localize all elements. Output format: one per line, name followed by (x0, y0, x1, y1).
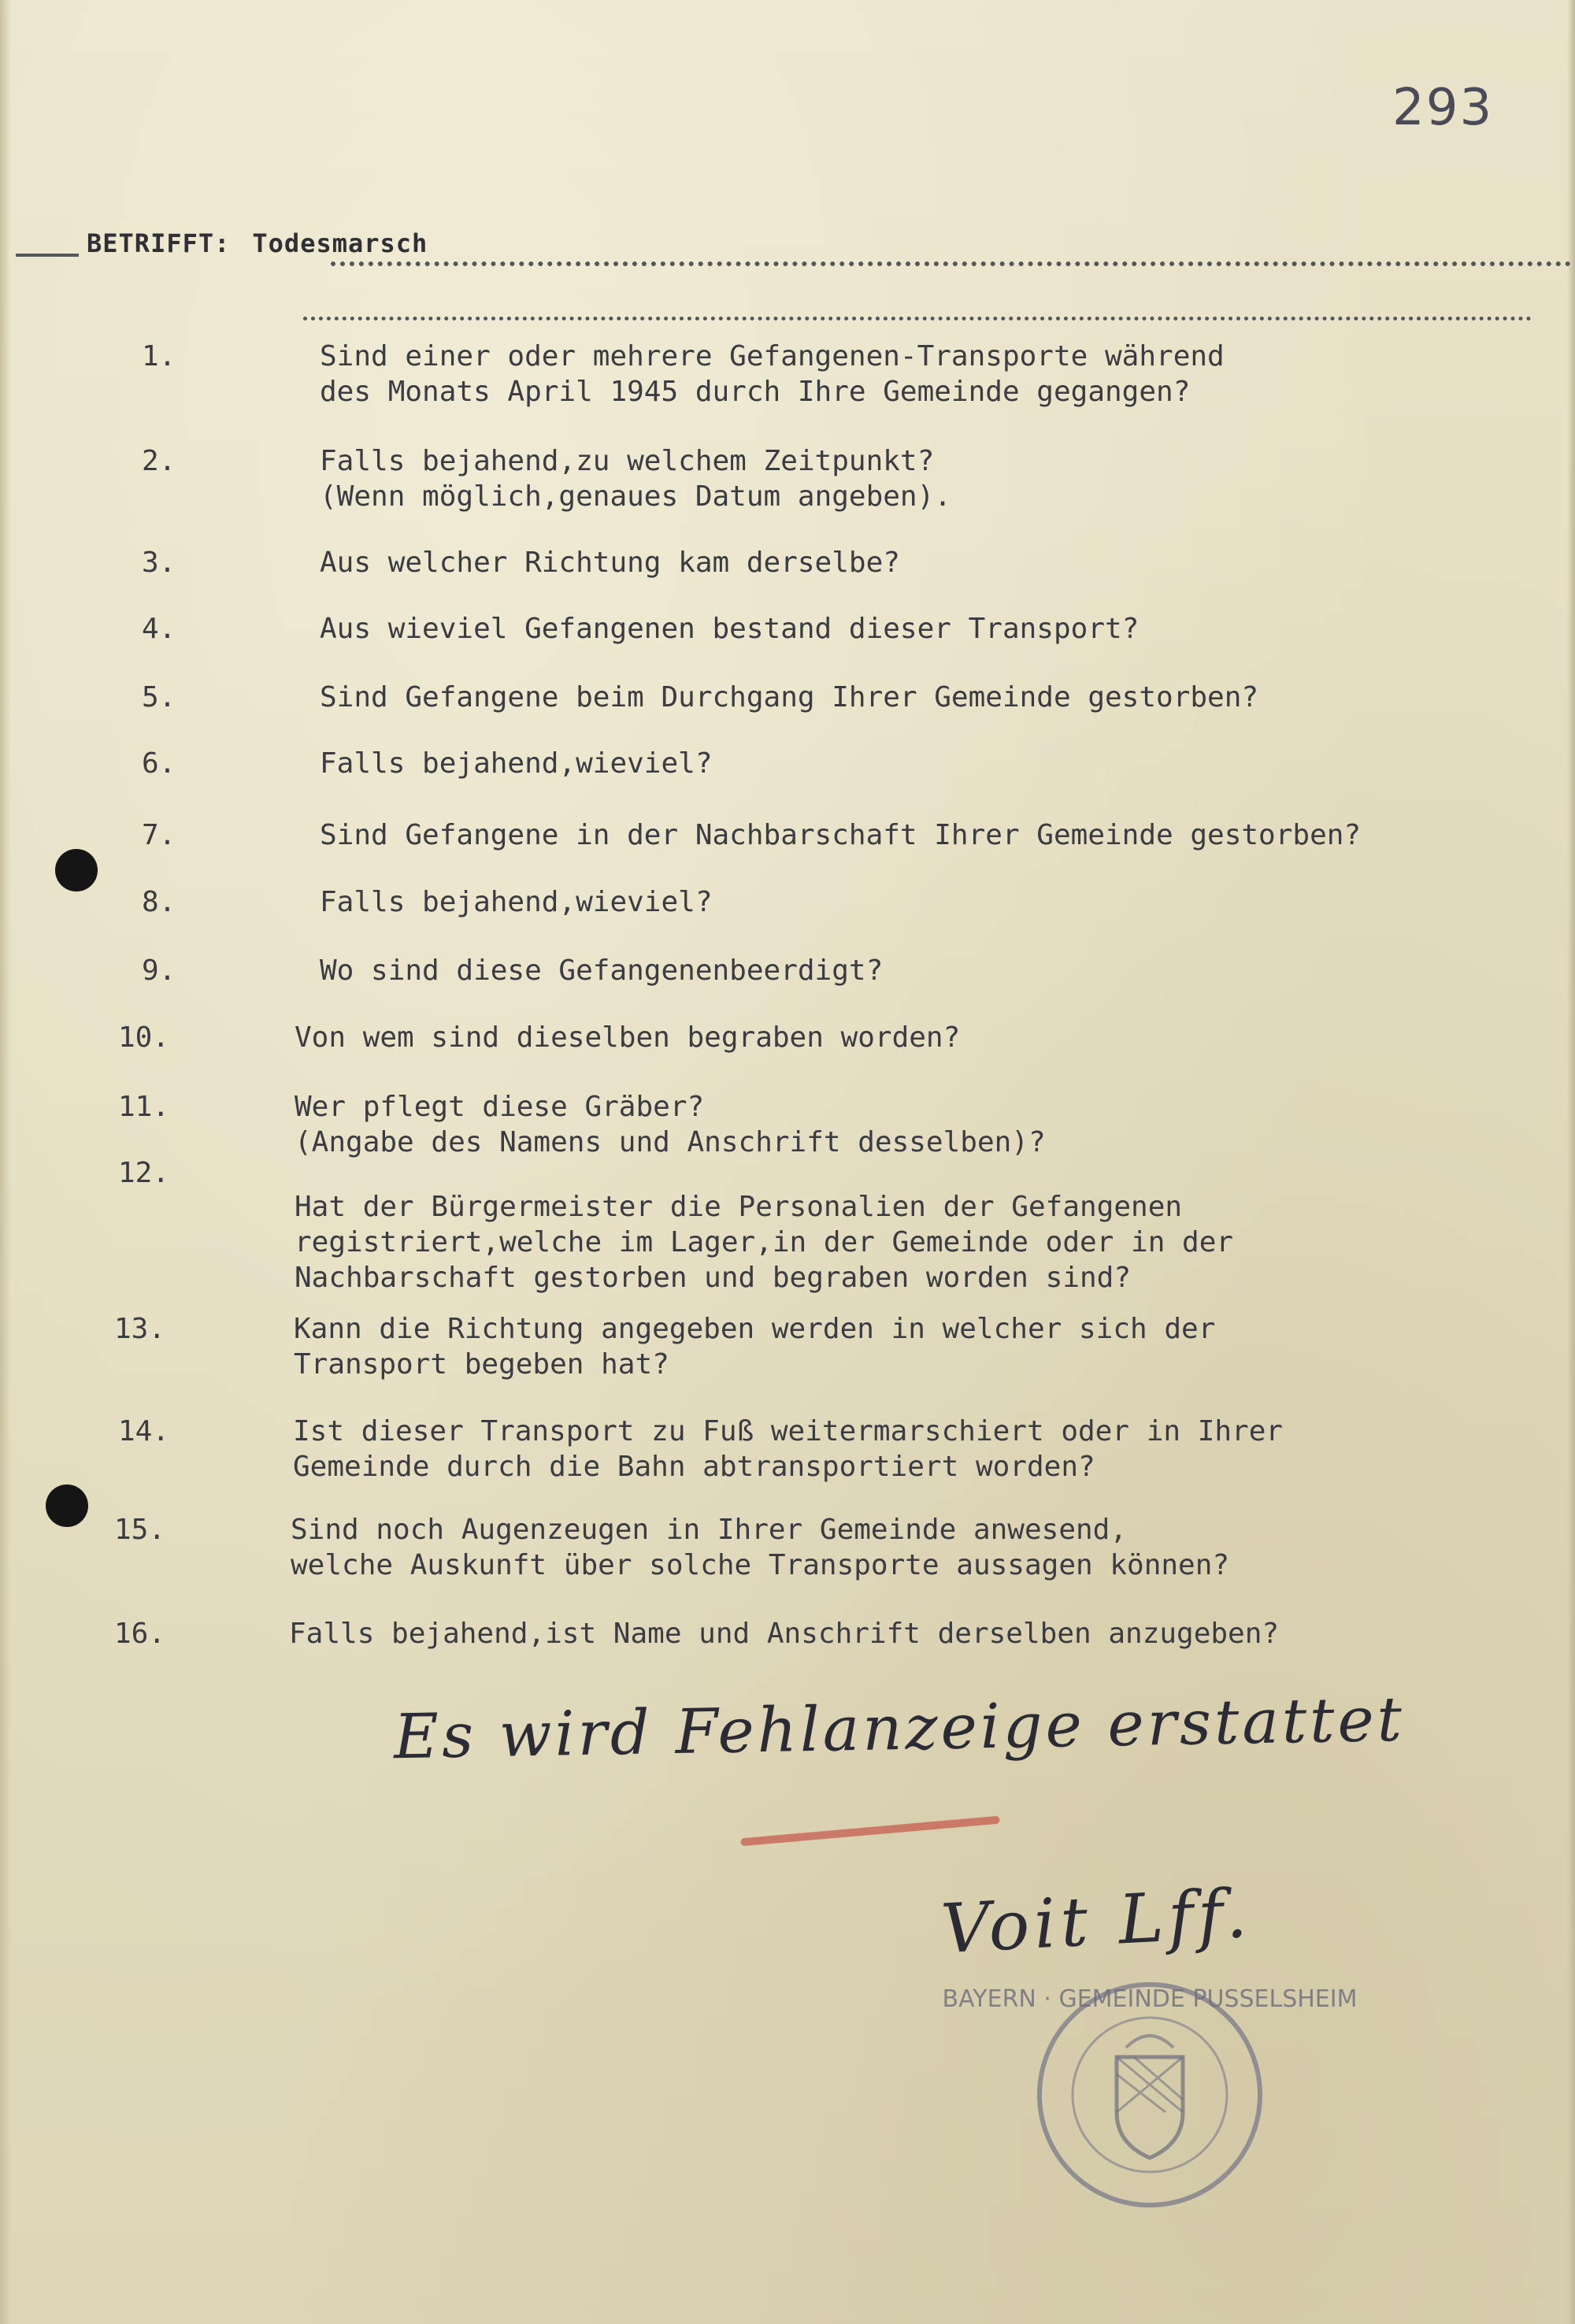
question-number: 7. (142, 819, 176, 851)
question-number: 2. (142, 445, 176, 477)
question-number: 12. (118, 1157, 170, 1189)
question-text: Kann die Richtung angegeben werden in welcher sich der Transport begeben hat? (294, 1313, 1216, 1381)
question-number: 10. (118, 1021, 170, 1054)
question-text: Sind noch Augenzeugen in Ihrer Gemeinde anwesend, welche Auskunft über solche Transporte aussagen können? (291, 1514, 1230, 1581)
question-text: Falls bejahend,wieviel? (320, 886, 713, 918)
question-text: Aus wieviel Gefangenen bestand dieser Transport? (320, 613, 1140, 645)
stamp-text: BAYERN · GEMEINDE PUSSELSHEIM (942, 1985, 1358, 2013)
question-number: 4. (142, 613, 176, 645)
question-12-number (118, 1155, 187, 1262)
subject-value: Todesmarsch (252, 228, 428, 258)
question-number: 1. (142, 340, 176, 373)
subject-label: BETRIFFT: (87, 228, 231, 258)
question-text: Aus welcher Richtung kam derselbe? (320, 547, 900, 579)
question-number: 8. (142, 886, 176, 918)
question-text: Falls bejahend,zu welchem Zeitpunkt? (Wenn möglich,genaues Datum angeben). (320, 445, 951, 513)
question-number: 11. (118, 1091, 170, 1123)
dotted-rule-1 (331, 261, 1571, 266)
question-12 (295, 1189, 1234, 1295)
question-text: Sind Gefangene in der Nachbarschaft Ihrer Gemeinde gestorben? (320, 819, 1362, 851)
question-number: 14. (118, 1415, 170, 1447)
question-text: Wo sind diese Gefangenenbeerdigt? (320, 954, 884, 987)
question-text: Von wem sind dieselben begraben worden? (295, 1021, 961, 1054)
question-text: Sind Gefangene beim Durchgang Ihrer Gemeinde gestorben? (320, 681, 1259, 714)
question-text: Hat der Bürgermeister die Personalien der Gefangenen registriert,welche im Lager,in der Gemeinde oder in der Nachbarschaft gestorben und begraben worden sind? (295, 1191, 1234, 1294)
question-number: 5. (142, 681, 176, 714)
punch-hole-bottom (46, 1484, 88, 1527)
page-edge-left (0, 0, 11, 2324)
red-pencil-mark (740, 1816, 1000, 1847)
handwritten-note: Es wird Fehlanzeige erstattet (393, 1684, 1406, 1774)
question-number: 16. (114, 1618, 166, 1650)
question-number: 3. (142, 547, 176, 579)
page-number: 293 (1392, 79, 1494, 137)
question-text: Wer pflegt diese Gräber? (Angabe des Namens und Anschrift desselben)? (295, 1091, 1046, 1158)
question-text: Falls bejahend,ist Name und Anschrift derselben anzugeben? (289, 1618, 1280, 1650)
leader-line (16, 254, 79, 257)
question-text: Ist dieser Transport zu Fuß weitermarschiert oder in Ihrer Gemeinde durch die Bahn abtransportiert worden? (293, 1415, 1284, 1483)
question-number: 9. (142, 954, 176, 987)
page-edge-right (1567, 0, 1575, 2324)
dotted-rule-2 (303, 317, 1532, 321)
signature: Voit Lff. (939, 1874, 1254, 1970)
question-number: 13. (114, 1313, 166, 1345)
municipal-seal-stamp (942, 1969, 1358, 2221)
question-text: Sind einer oder mehrere Gefangenen-Transporte während des Monats April 1945 durch Ihre Gemeinde gegangen? (320, 340, 1225, 408)
question-number: 15. (114, 1514, 166, 1546)
question-number: 6. (142, 747, 176, 780)
punch-hole-top (55, 849, 98, 891)
question-text: Falls bejahend,wieviel? (320, 747, 713, 780)
subject-line (87, 228, 428, 258)
